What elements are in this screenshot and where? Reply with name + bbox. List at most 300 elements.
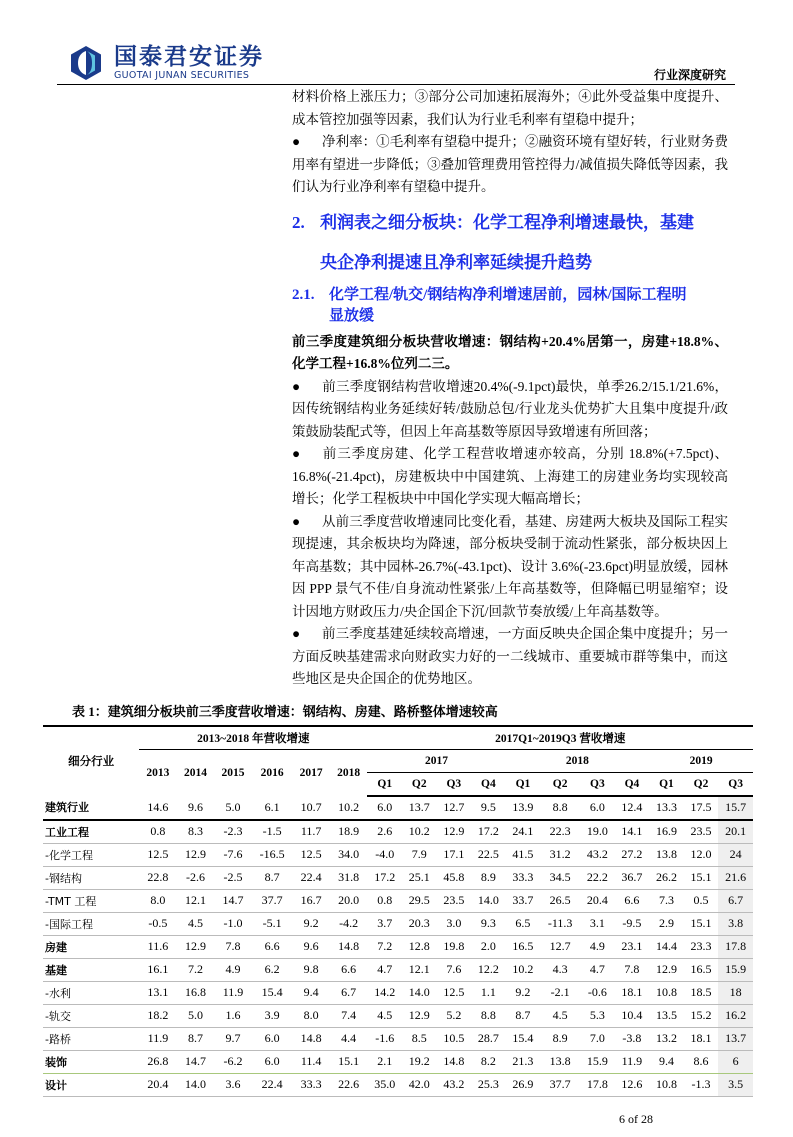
segment-name: -水利: [43, 981, 139, 1004]
year-header: 2017: [299, 766, 323, 779]
growth-value: 12.9: [649, 958, 684, 981]
growth-value: 12.9: [437, 820, 472, 844]
growth-value: 10.5: [437, 1027, 472, 1050]
growth-value: 12.2: [471, 958, 506, 981]
growth-value: 14.4: [649, 935, 684, 958]
bullet-text: 前三季度基建延续较高增速，一方面反映央企国企集中度提升；另一方面反映基建需求向财政实力好的一二线城市、重要城市群等集中，而这些地区是央企国企的优势地区。: [292, 626, 728, 686]
growth-value: 13.2: [649, 1027, 684, 1050]
growth-value: 20.0: [330, 889, 368, 912]
company-logo: [68, 44, 264, 81]
quarter-header: Q4: [615, 772, 650, 796]
growth-value: 15.4: [252, 981, 293, 1004]
growth-value: 45.8: [437, 866, 472, 889]
growth-value: 4.5: [540, 1004, 580, 1027]
growth-value: 14.0: [177, 1073, 215, 1096]
segment-name: -国际工程: [43, 912, 139, 935]
growth-value: 4.7: [367, 958, 402, 981]
growth-value: 22.4: [252, 1073, 293, 1096]
intro-paragraph: 材料价格上涨压力；③部分公司加速拓展海外；④此外受益集中度提升、成本管控加强等因素，我们认为行业毛利率有望稳中提升；: [292, 89, 728, 127]
growth-value: 1.1: [471, 981, 506, 1004]
year-header: 2014: [183, 766, 207, 779]
growth-value: 12.9: [177, 935, 215, 958]
bullet-text: 前三季度房建、化学工程营收增速亦较高，分别 18.8%(+7.5pct)、16.8%(-21.4pct)，房建板块中中国建筑、上海建工的房建业务均实现较高增长；化学工程板块中中国化学实现大幅高增长；: [292, 446, 728, 506]
growth-value: 12.9: [177, 843, 215, 866]
growth-value: 2.6: [367, 820, 402, 844]
growth-value: 11.6: [139, 935, 177, 958]
growth-value: 18.1: [615, 981, 650, 1004]
heading-line-1: 利润表之细分板块：化学工程净利增速最快，基建: [320, 212, 694, 232]
growth-value: 6: [718, 1050, 753, 1073]
growth-value: 14.1: [615, 820, 650, 844]
growth-value: 12.1: [402, 958, 437, 981]
page-number: 6 of 28: [619, 1111, 653, 1126]
growth-value: 10.2: [506, 958, 541, 981]
growth-value: 23.1: [615, 935, 650, 958]
year-header: 2015: [221, 766, 245, 779]
growth-value: 0.5: [684, 889, 719, 912]
growth-value: 12.5: [292, 843, 330, 866]
year-header: 2013: [146, 766, 170, 779]
bullet-text: 净利率：①毛利率有望稳中提升；②融资环境有望好转，行业财务费用率有望进一步降低；③叠加管理费用管控得力/减值损失降低等因素，我们认为行业净利率有望稳中提升。: [292, 134, 728, 194]
growth-value: -1.6: [367, 1027, 402, 1050]
growth-value: 0.8: [367, 889, 402, 912]
growth-value: 15.1: [684, 866, 719, 889]
growth-value: 36.7: [615, 866, 650, 889]
growth-value: 7.8: [615, 958, 650, 981]
growth-value: 24: [718, 843, 753, 866]
growth-value: 8.3: [177, 820, 215, 844]
segment-name: 装饰: [43, 1050, 139, 1073]
growth-value: 42.0: [402, 1073, 437, 1096]
growth-value: 11.9: [615, 1050, 650, 1073]
growth-value: 11.9: [139, 1027, 177, 1050]
growth-value: 12.1: [177, 889, 215, 912]
group-header-annual: 2013~2018 年营收增速: [139, 726, 367, 750]
growth-value: 8.0: [139, 889, 177, 912]
growth-value: 31.8: [330, 866, 368, 889]
table-row: [43, 866, 753, 889]
quarter-year-header: 2019: [649, 749, 753, 772]
growth-value: -16.5: [252, 843, 293, 866]
growth-value: 37.7: [252, 889, 293, 912]
growth-value: 8.8: [471, 1004, 506, 1027]
segment-revenue-growth-table: [43, 725, 753, 1097]
growth-value: 8.7: [506, 1004, 541, 1027]
growth-value: 3.1: [580, 912, 615, 935]
growth-value: 10.2: [330, 796, 368, 820]
growth-value: 5.2: [437, 1004, 472, 1027]
table-row: [43, 889, 753, 912]
growth-value: 10.8: [649, 981, 684, 1004]
growth-value: -0.5: [139, 912, 177, 935]
growth-value: 26.2: [649, 866, 684, 889]
growth-value: 13.7: [402, 796, 437, 820]
growth-value: 16.8: [177, 981, 215, 1004]
segment-name: -化学工程: [43, 843, 139, 866]
growth-value: 6.0: [367, 796, 402, 820]
bullet-text: 前三季度钢结构营收增速20.4%(-9.1pct)最快，单季26.2/15.1/21.6%，因传统钢结构业务延续好转/鼓励总包/行业龙头优势扩大且集中度提升/政策鼓励装配式等，但因上年高基数等原因导致增速有所回落；: [292, 378, 728, 439]
growth-value: 5.0: [214, 796, 252, 820]
row-header: 细分行业: [43, 726, 139, 796]
growth-value: 16.7: [292, 889, 330, 912]
growth-value: 28.7: [471, 1027, 506, 1050]
growth-value: 8.0: [292, 1004, 330, 1027]
growth-value: 18: [718, 981, 753, 1004]
growth-value: 9.6: [292, 935, 330, 958]
growth-value: 12.5: [139, 843, 177, 866]
growth-value: 6.1: [252, 796, 293, 820]
growth-value: 6.0: [252, 1050, 293, 1073]
growth-value: 14.8: [292, 1027, 330, 1050]
growth-value: 15.9: [580, 1050, 615, 1073]
growth-value: 4.9: [214, 958, 252, 981]
table-body: [43, 796, 753, 1097]
section-number: 2.: [292, 212, 305, 232]
growth-value: -0.6: [580, 981, 615, 1004]
growth-value: 34.5: [540, 866, 580, 889]
growth-value: 7.8: [214, 935, 252, 958]
quarter-header: Q3: [437, 772, 472, 796]
growth-value: 4.5: [177, 912, 215, 935]
document-type: 行业深度研究: [653, 68, 726, 82]
growth-value: 4.9: [580, 935, 615, 958]
table-row: [43, 935, 753, 958]
growth-value: 14.7: [214, 889, 252, 912]
growth-value: 22.2: [580, 866, 615, 889]
section-number: 2.1.: [292, 286, 315, 303]
bullet-paragraph: [292, 443, 728, 511]
table-row: [43, 1004, 753, 1027]
growth-value: 7.0: [580, 1027, 615, 1050]
growth-value: 12.5: [437, 981, 472, 1004]
growth-value: 6.7: [718, 889, 753, 912]
growth-value: 20.3: [402, 912, 437, 935]
growth-value: 15.2: [684, 1004, 719, 1027]
bullet-icon: ●: [292, 134, 301, 149]
growth-value: 17.8: [580, 1073, 615, 1096]
bullet-paragraph: [292, 623, 728, 691]
segment-name: -钢结构: [43, 866, 139, 889]
bullet-icon: ●: [292, 513, 301, 529]
growth-value: 8.9: [540, 1027, 580, 1050]
quarter-header: Q1: [649, 772, 684, 796]
growth-value: -1.3: [684, 1073, 719, 1096]
growth-value: 9.2: [292, 912, 330, 935]
growth-value: 6.6: [252, 935, 293, 958]
growth-value: -2.5: [214, 866, 252, 889]
year-header: 2018: [337, 766, 361, 779]
quarter-header: Q4: [471, 772, 506, 796]
growth-value: -2.1: [540, 981, 580, 1004]
growth-value: 17.8: [718, 935, 753, 958]
growth-value: 26.9: [506, 1073, 541, 1096]
growth-value: 17.2: [367, 866, 402, 889]
growth-value: 11.7: [292, 820, 330, 844]
growth-value: 37.7: [540, 1073, 580, 1096]
growth-value: 21.3: [506, 1050, 541, 1073]
growth-value: 3.5: [718, 1073, 753, 1096]
growth-value: 7.2: [177, 958, 215, 981]
growth-value: 24.1: [506, 820, 541, 844]
table-row: [43, 820, 753, 844]
growth-value: 33.7: [506, 889, 541, 912]
growth-value: 34.0: [330, 843, 368, 866]
bullet-text: 从前三季度营收增速同比变化看，基建、房建两大板块及国际工程实现提速，其余板块均为降速，部分板块受制于流动性紧张，部分板块因上年高基数；其中园林-26.7%(-43.1pct)、设计 3.6%(-23.6pct)明显放缓，园林因 PPP 景气不佳/自身流动性紧张/上年高基数等，但降幅已明显缩窄；设计因地方财政压力/央企国企下沉/回款节奏放缓/上年高基数等。: [292, 513, 728, 619]
section-2-1-heading: [292, 285, 742, 327]
growth-value: 27.2: [615, 843, 650, 866]
growth-value: 16.1: [139, 958, 177, 981]
growth-value: 8.8: [540, 796, 580, 820]
quarter-year-header: 2018: [506, 749, 650, 772]
growth-value: 22.8: [139, 866, 177, 889]
growth-value: 11.4: [292, 1050, 330, 1073]
growth-value: 17.5: [684, 796, 719, 820]
growth-value: 10.4: [615, 1004, 650, 1027]
table-row: [43, 912, 753, 935]
heading-line-2: 央企净利提速且净利率延续提升趋势: [320, 252, 592, 272]
growth-value: 2.9: [649, 912, 684, 935]
growth-value: 18.1: [684, 1027, 719, 1050]
growth-value: 3.9: [252, 1004, 293, 1027]
quarter-year-header: 2017: [367, 749, 505, 772]
growth-value: 2.0: [471, 935, 506, 958]
growth-value: 1.6: [214, 1004, 252, 1027]
segment-name: 设计: [43, 1073, 139, 1096]
growth-value: 15.1: [330, 1050, 368, 1073]
table-row: [43, 958, 753, 981]
content-flow: [0, 86, 793, 1137]
brand-name-en: GUOTAI JUNAN SECURITIES: [114, 70, 250, 81]
growth-value: 15.7: [718, 796, 753, 820]
growth-value: 5.3: [580, 1004, 615, 1027]
growth-value: 10.8: [649, 1073, 684, 1096]
table-row: [43, 843, 753, 866]
growth-value: 10.2: [402, 820, 437, 844]
growth-value: 3.0: [437, 912, 472, 935]
growth-value: 23.3: [684, 935, 719, 958]
growth-value: 19.0: [580, 820, 615, 844]
growth-value: 8.2: [471, 1050, 506, 1073]
growth-value: 5.0: [177, 1004, 215, 1027]
growth-value: -11.3: [540, 912, 580, 935]
growth-value: 9.4: [649, 1050, 684, 1073]
growth-value: 15.1: [684, 912, 719, 935]
growth-value: 11.9: [214, 981, 252, 1004]
growth-value: 7.4: [330, 1004, 368, 1027]
growth-value: 13.8: [649, 843, 684, 866]
growth-value: 9.8: [292, 958, 330, 981]
growth-value: 6.6: [330, 958, 368, 981]
growth-value: 43.2: [580, 843, 615, 866]
growth-value: 6.6: [615, 889, 650, 912]
growth-value: 16.5: [506, 935, 541, 958]
growth-value: 13.1: [139, 981, 177, 1004]
growth-value: 6.5: [506, 912, 541, 935]
growth-value: 4.4: [330, 1027, 368, 1050]
growth-value: 13.8: [540, 1050, 580, 1073]
growth-value: 7.3: [649, 889, 684, 912]
growth-value: 9.4: [292, 981, 330, 1004]
growth-value: 3.6: [214, 1073, 252, 1096]
growth-value: 33.3: [506, 866, 541, 889]
growth-value: 10.7: [292, 796, 330, 820]
growth-value: 41.5: [506, 843, 541, 866]
growth-value: 26.8: [139, 1050, 177, 1073]
growth-value: -1.5: [252, 820, 293, 844]
growth-value: 22.6: [330, 1073, 368, 1096]
bullet-icon: ●: [292, 378, 301, 394]
growth-value: 13.5: [649, 1004, 684, 1027]
growth-value: 15.9: [718, 958, 753, 981]
growth-value: 29.5: [402, 889, 437, 912]
growth-value: 2.1: [367, 1050, 402, 1073]
growth-value: 22.5: [471, 843, 506, 866]
growth-value: 12.7: [437, 796, 472, 820]
growth-value: -1.0: [214, 912, 252, 935]
growth-value: 0.8: [139, 820, 177, 844]
heading-line-1: 化学工程/轨交/钢结构净利增速居前，园林/国际工程明: [329, 286, 687, 303]
growth-value: 17.2: [471, 820, 506, 844]
growth-value: 17.1: [437, 843, 472, 866]
growth-value: 23.5: [684, 820, 719, 844]
bullet-icon: ●: [292, 626, 301, 641]
growth-value: 13.3: [649, 796, 684, 820]
quarter-header: Q1: [367, 772, 402, 796]
growth-value: 9.5: [471, 796, 506, 820]
bullet-icon: ●: [292, 446, 301, 461]
growth-value: 8.6: [684, 1050, 719, 1073]
brand-name-cn: 国泰君安证券: [114, 44, 264, 70]
quarter-header: Q3: [718, 772, 753, 796]
growth-value: 3.7: [367, 912, 402, 935]
growth-value: 33.3: [292, 1073, 330, 1096]
growth-value: 15.4: [506, 1027, 541, 1050]
growth-value: -2.3: [214, 820, 252, 844]
table-row: [43, 1027, 753, 1050]
growth-value: 9.2: [506, 981, 541, 1004]
segment-name: -路桥: [43, 1027, 139, 1050]
growth-value: 12.8: [402, 935, 437, 958]
growth-value: 8.7: [177, 1027, 215, 1050]
growth-value: 20.4: [139, 1073, 177, 1096]
growth-value: 31.2: [540, 843, 580, 866]
growth-value: 21.6: [718, 866, 753, 889]
segment-name: 工业工程: [43, 820, 139, 844]
growth-value: 26.5: [540, 889, 580, 912]
growth-value: 14.6: [139, 796, 177, 820]
growth-value: 14.8: [437, 1050, 472, 1073]
growth-value: 8.5: [402, 1027, 437, 1050]
growth-value: -7.6: [214, 843, 252, 866]
growth-value: 18.5: [684, 981, 719, 1004]
hexagon-logo-icon: [68, 45, 104, 81]
growth-value: 9.7: [214, 1027, 252, 1050]
quarter-header: Q2: [684, 772, 719, 796]
segment-name: -轨交: [43, 1004, 139, 1027]
table-row: [43, 1050, 753, 1073]
growth-value: 16.9: [649, 820, 684, 844]
growth-value: 12.0: [684, 843, 719, 866]
growth-value: -5.1: [252, 912, 293, 935]
year-header: 2016: [260, 766, 284, 779]
growth-value: 14.8: [330, 935, 368, 958]
growth-value: 12.9: [402, 1004, 437, 1027]
growth-value: 8.7: [252, 866, 293, 889]
growth-value: 7.2: [367, 935, 402, 958]
growth-value: 18.9: [330, 820, 368, 844]
growth-value: -4.0: [367, 843, 402, 866]
growth-value: 19.2: [402, 1050, 437, 1073]
growth-value: 4.7: [580, 958, 615, 981]
lead-paragraph: 前三季度建筑细分板块营收增速：钢结构+20.4%居第一，房建+18.8%、化学工程+16.8%位列二三。: [292, 333, 728, 371]
heading-line-2: 显放缓: [329, 307, 375, 324]
growth-value: 22.3: [540, 820, 580, 844]
bullet-paragraph: [292, 511, 728, 624]
growth-value: 7.9: [402, 843, 437, 866]
table-row: [43, 796, 753, 820]
growth-value: -9.5: [615, 912, 650, 935]
growth-value: 6.7: [330, 981, 368, 1004]
growth-value: 6.2: [252, 958, 293, 981]
growth-value: 35.0: [367, 1073, 402, 1096]
segment-name: 基建: [43, 958, 139, 981]
segment-name: -TMT 工程: [43, 889, 139, 912]
growth-value: -6.2: [214, 1050, 252, 1073]
growth-value: 25.3: [471, 1073, 506, 1096]
growth-value: 25.1: [402, 866, 437, 889]
growth-value: 8.9: [471, 866, 506, 889]
growth-value: 4.5: [367, 1004, 402, 1027]
growth-value: 7.6: [437, 958, 472, 981]
growth-value: 22.4: [292, 866, 330, 889]
growth-value: -3.8: [615, 1027, 650, 1050]
growth-value: -2.6: [177, 866, 215, 889]
segment-name: 建筑行业: [43, 796, 139, 820]
growth-value: 4.3: [540, 958, 580, 981]
quarter-header: Q2: [540, 772, 580, 796]
growth-value: 20.1: [718, 820, 753, 844]
growth-value: 12.4: [615, 796, 650, 820]
group-header-quarterly: 2017Q1~2019Q3 营收增速: [367, 726, 753, 750]
table-caption: 表 1：建筑细分板块前三季度营收增速：钢结构、房建、路桥整体增速较高: [72, 703, 498, 719]
growth-value: 16.2: [718, 1004, 753, 1027]
growth-value: 14.7: [177, 1050, 215, 1073]
growth-value: 13.9: [506, 796, 541, 820]
growth-value: 9.3: [471, 912, 506, 935]
intro-text: [292, 86, 728, 199]
body-text: [292, 331, 728, 691]
quarter-header: Q2: [402, 772, 437, 796]
header-divider: [57, 84, 735, 85]
growth-value: 14.0: [402, 981, 437, 1004]
growth-value: 12.6: [615, 1073, 650, 1096]
section-2-heading: [292, 203, 742, 283]
growth-value: 20.4: [580, 889, 615, 912]
quarter-header: Q3: [580, 772, 615, 796]
growth-value: -4.2: [330, 912, 368, 935]
growth-value: 23.5: [437, 889, 472, 912]
growth-value: 3.8: [718, 912, 753, 935]
growth-value: 12.7: [540, 935, 580, 958]
growth-value: 43.2: [437, 1073, 472, 1096]
quarter-header: Q1: [506, 772, 541, 796]
growth-value: 13.7: [718, 1027, 753, 1050]
growth-value: 6.0: [580, 796, 615, 820]
bullet-paragraph: [292, 376, 728, 444]
growth-value: 16.5: [684, 958, 719, 981]
growth-value: 18.2: [139, 1004, 177, 1027]
table-row: [43, 981, 753, 1004]
